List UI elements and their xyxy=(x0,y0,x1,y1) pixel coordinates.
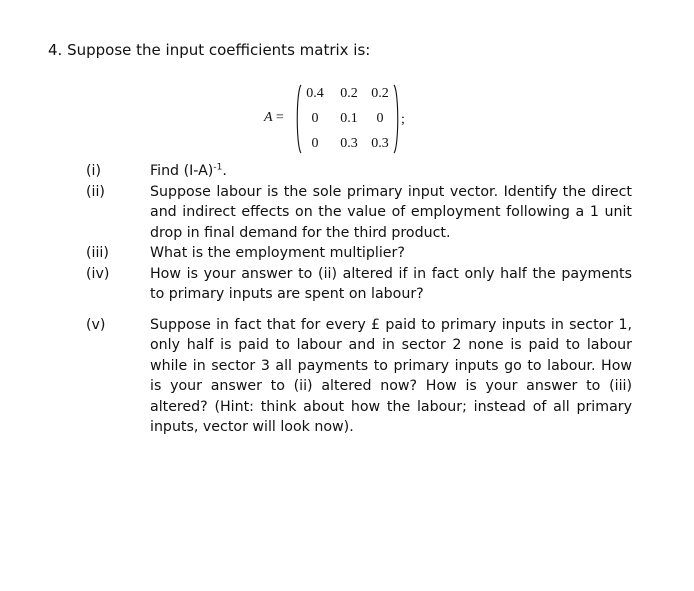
subquestion-number: (iii) xyxy=(86,245,109,261)
subquestion-v xyxy=(86,315,632,438)
subquestion-iv xyxy=(86,264,632,305)
matrix-block xyxy=(264,82,414,158)
matrix-cell-r3c2: 0.3 xyxy=(340,136,358,151)
subquestion-text-after: . xyxy=(222,163,227,179)
subquestion-list xyxy=(86,161,632,438)
subquestion-text: What is the employment multiplier? xyxy=(150,245,405,261)
subquestion-ii xyxy=(86,182,632,244)
matrix-cell-r2c2: 0.1 xyxy=(340,111,358,126)
subquestion-text-before: Find (I-A) xyxy=(150,163,214,179)
matrix-name: A xyxy=(264,110,273,125)
subquestion-text: How is your answer to (ii) altered if in fact only half the payments to primary inputs are spent on labour? xyxy=(150,265,632,302)
matrix-cell-r2c3: 0 xyxy=(376,111,384,126)
subquestion-i xyxy=(86,161,632,182)
matrix-cell-r3c1: 0 xyxy=(311,136,319,151)
matrix-cell-r1c1: 0.4 xyxy=(306,86,324,101)
matrix-cell-r1c3: 0.2 xyxy=(371,86,389,101)
subquestion-text: Suppose labour is the sole primary input vector. Identify the direct and indirect effects on the value of employment following a 1 unit drop in final demand for the third product. xyxy=(150,183,632,241)
subquestion-number: (ii) xyxy=(86,183,105,200)
subquestion-iii xyxy=(86,243,632,264)
matrix-tail: ; xyxy=(401,112,405,127)
matrix-label xyxy=(264,110,284,126)
matrix-equals: = xyxy=(275,110,284,125)
inverse-superscript: -1 xyxy=(213,162,223,173)
subquestion-number: (i) xyxy=(86,163,102,179)
question-title: 4. Suppose the input coefficients matrix is: xyxy=(48,41,371,59)
subquestion-text xyxy=(150,161,632,182)
matrix-cell-r3c3: 0.3 xyxy=(371,136,389,151)
subquestion-number: (iv) xyxy=(86,265,110,282)
matrix-cell-r1c2: 0.2 xyxy=(340,86,358,101)
subquestion-number: (v) xyxy=(86,316,106,333)
subquestion-text: Suppose in fact that for every £ paid to primary inputs in sector 1, only half is paid to labour and in sector 2 none is paid to labour while in sector 3 all payments to primary inputs go to labour. How is your answer to (ii) altered now? How is your answer to (iii) altered? (Hint: think about how the labour; instead of all primary inputs, vector will look now). xyxy=(150,316,632,435)
matrix-cell-r2c1: 0 xyxy=(311,111,319,126)
